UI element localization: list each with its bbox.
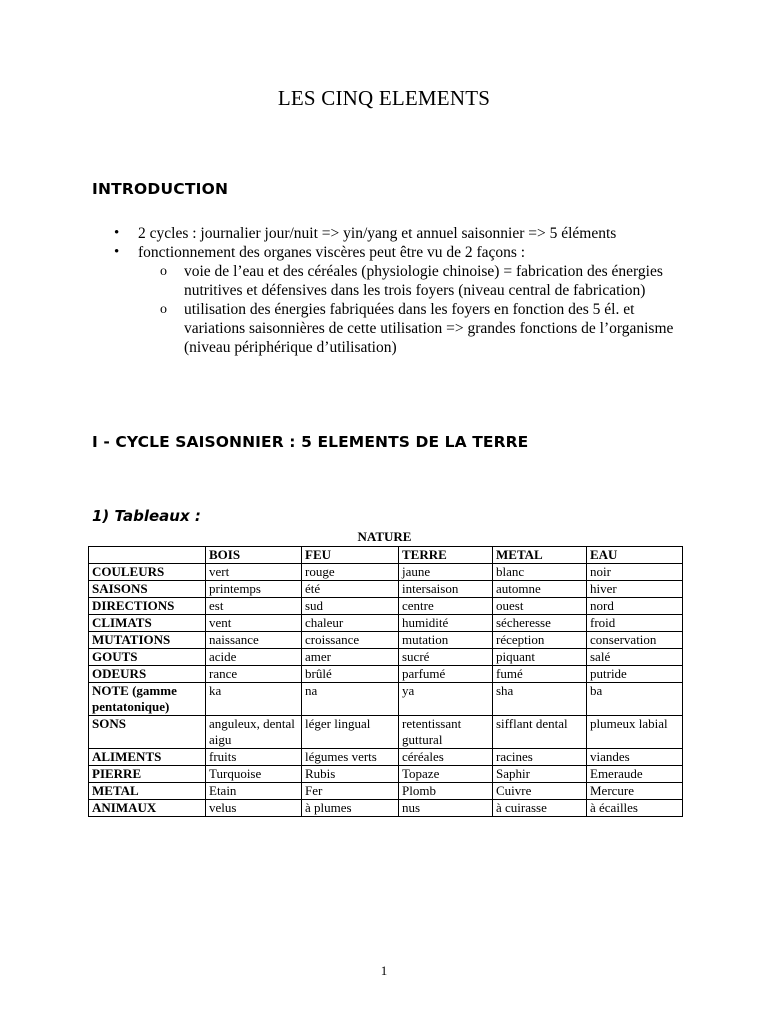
table-cell: retentissant guttural [399,716,493,749]
table-cell: fumé [493,666,587,683]
table-row [89,666,683,683]
page-number: 1 [380,963,388,978]
table-caption: NATURE [357,529,412,544]
page-title: LES CINQ ELEMENTS [277,86,491,110]
nature-table [88,546,683,817]
table-cell: printemps [206,581,302,598]
sub-list-item [0,262,674,300]
table-cell: à plumes [302,800,399,817]
table-cell: sucré [399,649,493,666]
table-cell: amer [302,649,399,666]
table-cell: blanc [493,564,587,581]
table-cell: léger lingual [302,716,399,749]
table-cell: à cuirasse [493,800,587,817]
circle-bullet-icon: o [160,302,167,317]
table-cell: putride [587,666,683,683]
table-cell: salé [587,649,683,666]
table-row [89,581,683,598]
table-cell: céréales [399,749,493,766]
table-cell: ya [399,683,493,716]
table-cell: à écailles [587,800,683,817]
table-cell: noir [587,564,683,581]
introduction-list [0,224,768,357]
column-header: METAL [493,547,587,564]
table-cell: piquant [493,649,587,666]
table-cell: hiver [587,581,683,598]
table-cell: été [302,581,399,598]
section-heading: I - CYCLE SAISONNIER : 5 ELEMENTS DE LA TERRE [92,433,529,451]
table-cell: Mercure [587,783,683,800]
table-cell: est [206,598,302,615]
list-item-text: fonctionnement des organes viscères peut être vu de 2 façons : [138,244,526,261]
row-header: COULEURS [89,564,206,581]
table-cell: rance [206,666,302,683]
row-header: PIERRE [89,766,206,783]
table-cell: conservation [587,632,683,649]
table-row [89,749,683,766]
table-cell: humidité [399,615,493,632]
bullet-icon: • [114,244,120,260]
table-cell: automne [493,581,587,598]
table-cell: nus [399,800,493,817]
table-cell: croissance [302,632,399,649]
table-cell: velus [206,800,302,817]
table-cell: Turquoise [206,766,302,783]
table-cell: fruits [206,749,302,766]
list-item-text: 2 cycles : journalier jour/nuit => yin/yang et annuel saisonnier => 5 éléments [138,225,617,242]
sub-list-item [0,300,674,357]
table-cell: parfumé [399,666,493,683]
row-header: CLIMATS [89,615,206,632]
table-cell: Rubis [302,766,399,783]
column-header [89,547,206,564]
table-cell: sifflant dental [493,716,587,749]
row-header: SAISONS [89,581,206,598]
table-cell: jaune [399,564,493,581]
table-cell: ka [206,683,302,716]
table-cell: Saphir [493,766,587,783]
circle-bullet-icon: o [160,264,167,279]
table-header-row [89,547,683,564]
row-header: ODEURS [89,666,206,683]
sub-list-item-text: utilisation des énergies fabriquées dans les foyers en fonction des 5 él. et variations saisonnières de cette utilisation => grandes fonctions de l’organisme (niveau périphérique d’utilisation) [184,301,674,356]
table-row [89,783,683,800]
table-cell: intersaison [399,581,493,598]
list-item [0,224,658,243]
row-header: MUTATIONS [89,632,206,649]
table-cell: chaleur [302,615,399,632]
table-cell: brûlé [302,666,399,683]
subsection-heading: 1) Tableaux : [92,507,201,525]
row-header: ALIMENTS [89,749,206,766]
table-row [89,649,683,666]
table-cell: nord [587,598,683,615]
table-cell: Emeraude [587,766,683,783]
table-cell: légumes verts [302,749,399,766]
row-header: GOUTS [89,649,206,666]
table-row [89,800,683,817]
table-cell: na [302,683,399,716]
table-cell: racines [493,749,587,766]
table-row [89,716,683,749]
table-cell: vert [206,564,302,581]
table-row [89,615,683,632]
table-cell: anguleux, dental aigu [206,716,302,749]
table-cell: froid [587,615,683,632]
table-cell: vent [206,615,302,632]
table-cell: sécheresse [493,615,587,632]
table-cell: sud [302,598,399,615]
table-cell: sha [493,683,587,716]
table-cell: ba [587,683,683,716]
row-header: SONS [89,716,206,749]
table-row [89,683,683,716]
bullet-icon: • [114,225,120,241]
table-cell: viandes [587,749,683,766]
row-header: NOTE (gamme pentatonique) [89,683,206,716]
column-header: FEU [302,547,399,564]
table-cell: Etain [206,783,302,800]
table-cell: rouge [302,564,399,581]
column-header: EAU [587,547,683,564]
table-cell: Plomb [399,783,493,800]
table-cell: ouest [493,598,587,615]
row-header: DIRECTIONS [89,598,206,615]
table-row [89,766,683,783]
table-cell: plumeux labial [587,716,683,749]
table-row [89,564,683,581]
table-cell: réception [493,632,587,649]
table-cell: Topaze [399,766,493,783]
row-header: ANIMAUX [89,800,206,817]
row-header: METAL [89,783,206,800]
table-cell: centre [399,598,493,615]
list-item [0,243,658,262]
introduction-heading: INTRODUCTION [92,180,229,198]
column-header: BOIS [206,547,302,564]
table-cell: Cuivre [493,783,587,800]
sub-list-item-text: voie de l’eau et des céréales (physiologie chinoise) = fabrication des énergies nutritives et défensives dans les trois foyers (niveau central de fabrication) [184,263,663,299]
column-header: TERRE [399,547,493,564]
table-cell: Fer [302,783,399,800]
table-cell: mutation [399,632,493,649]
table-row [89,598,683,615]
table-row [89,632,683,649]
table-cell: naissance [206,632,302,649]
table-cell: acide [206,649,302,666]
